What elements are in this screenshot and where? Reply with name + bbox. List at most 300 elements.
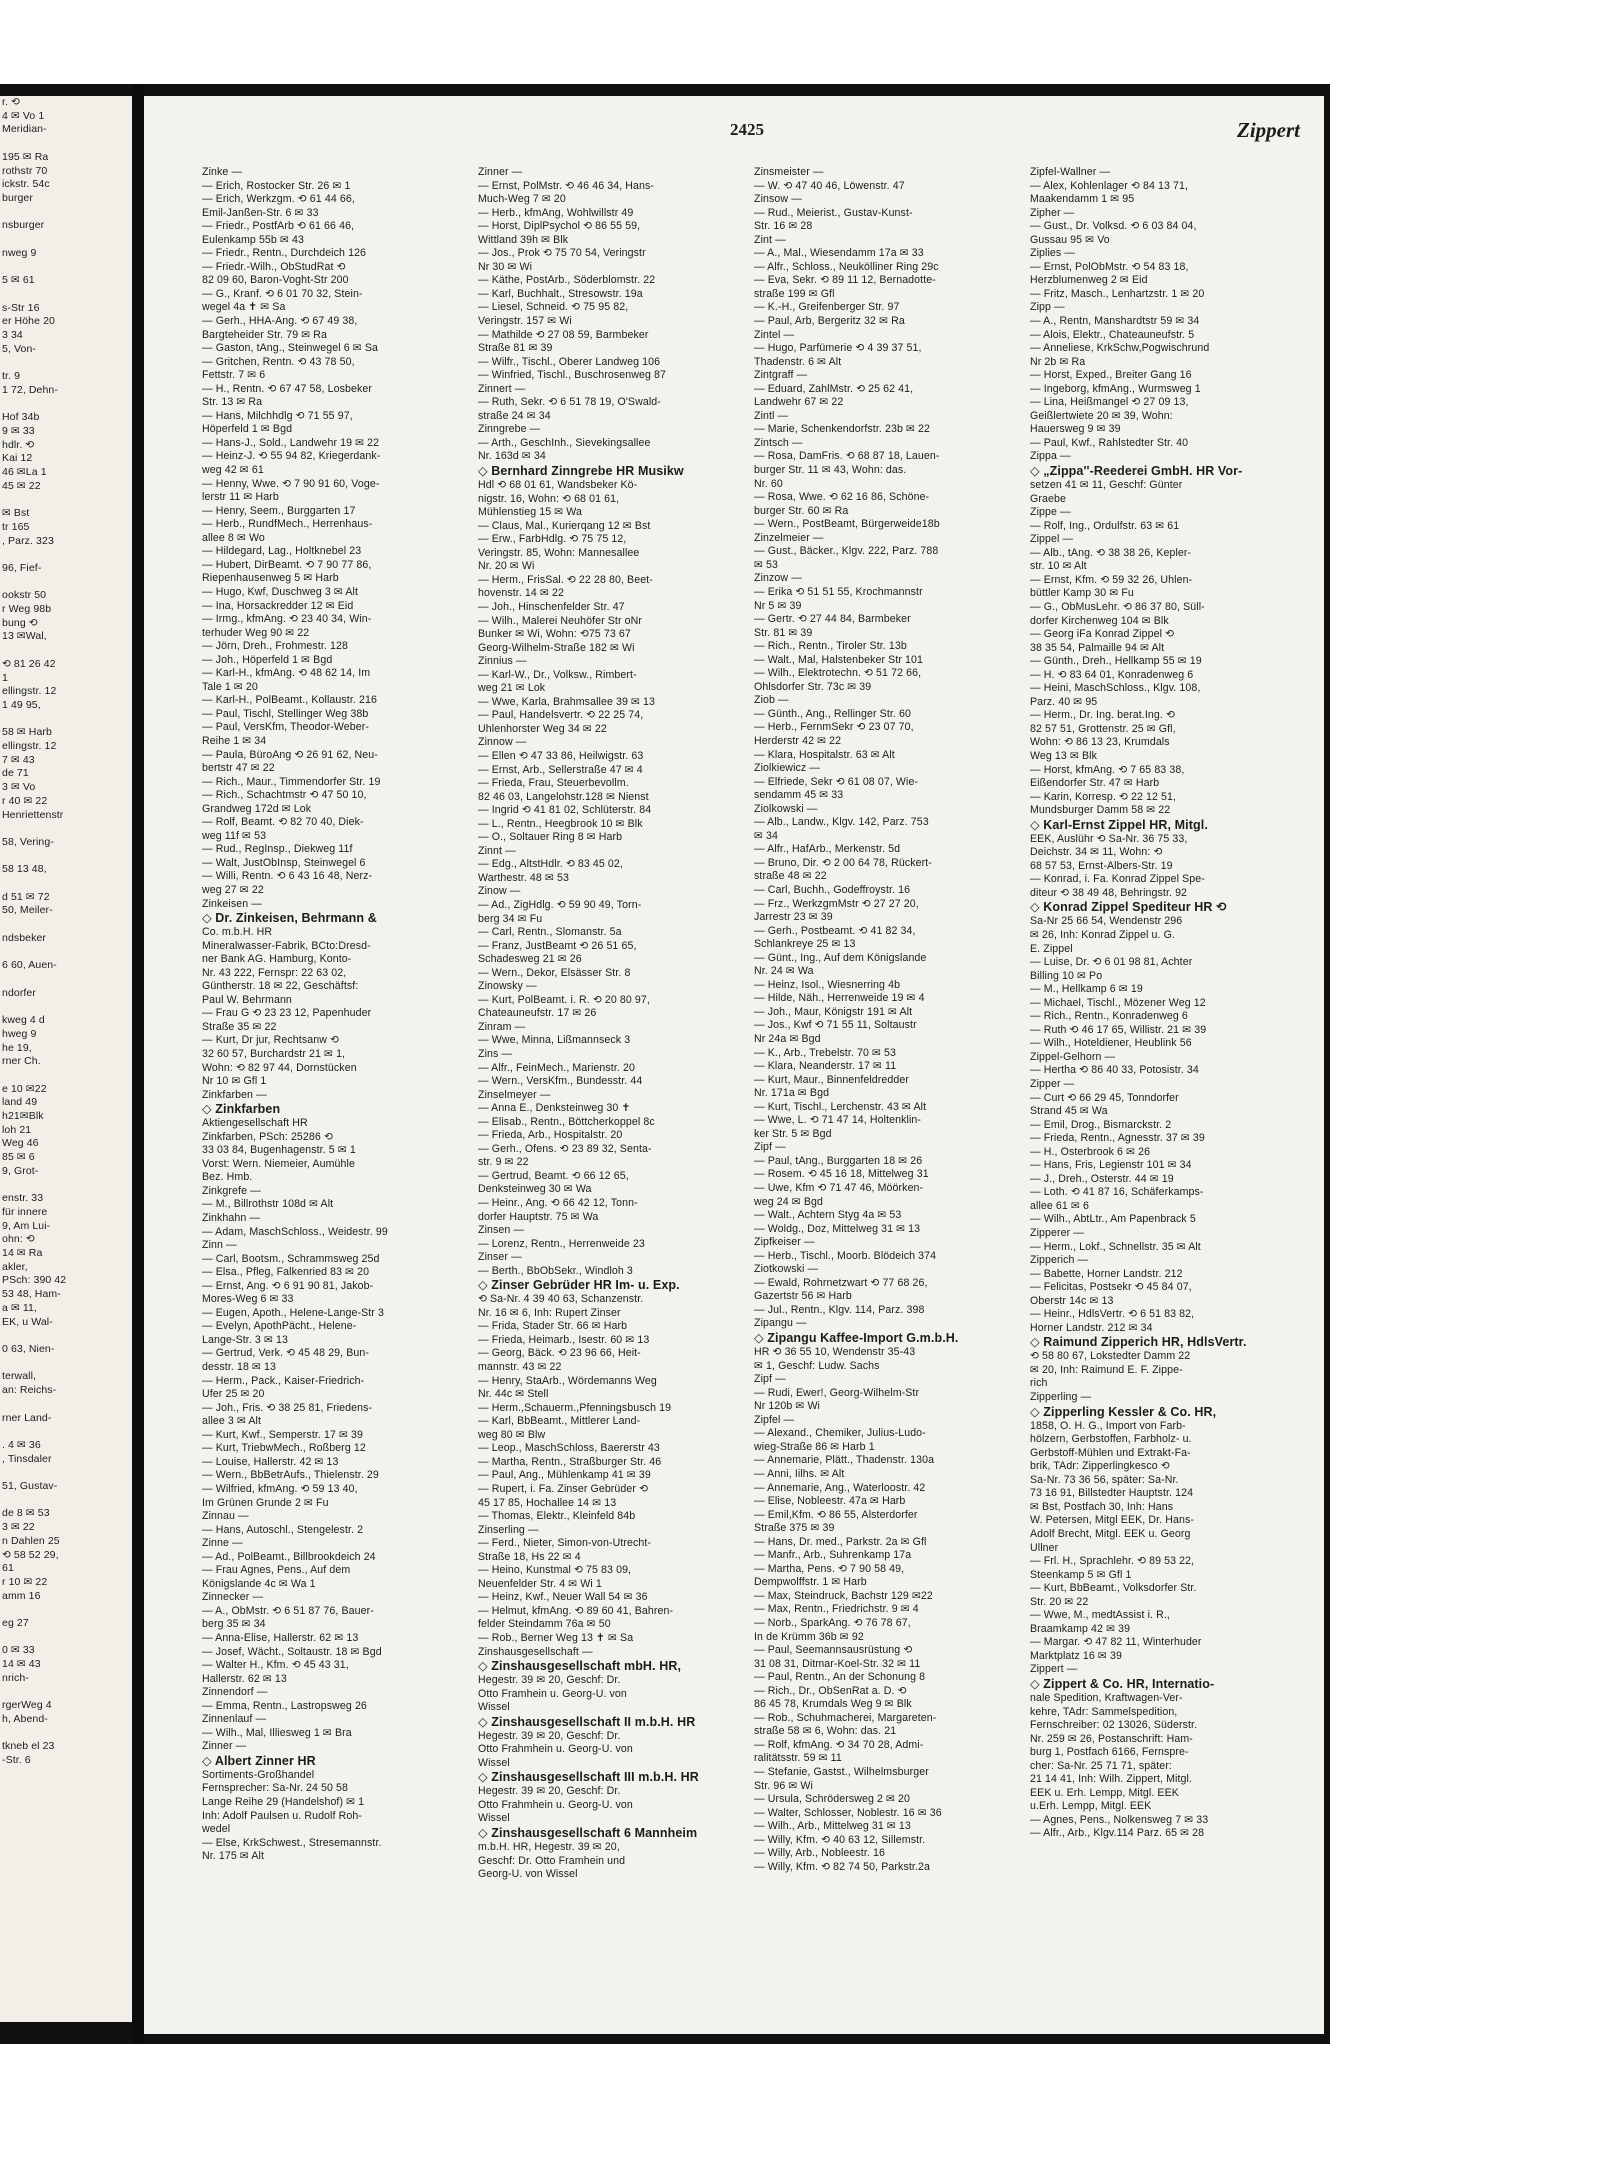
directory-line: — Wern., Dekor, Elsässer Str. 8	[478, 966, 631, 979]
directory-line: Zintel —	[754, 328, 795, 341]
directory-line: — Herb., RundfMech., Herrenhaus-	[202, 518, 373, 531]
directory-line: Braamkamp 42 ✉ 39	[1030, 1622, 1131, 1635]
fragment-line: 4 ✉ Vo 1	[2, 109, 45, 122]
directory-line: Wissel	[478, 1701, 510, 1714]
directory-line: — Jos., Kwf ⟲ 71 55 11, Soltaustr	[754, 1019, 917, 1032]
fragment-line: rner Land-	[2, 1411, 52, 1424]
directory-line: Ziotkowski —	[754, 1263, 819, 1276]
directory-line: Zipher —	[1030, 206, 1075, 219]
directory-line: Gerbstoff-Mühlen und Extrakt-Fa-	[1030, 1446, 1191, 1459]
directory-line: Jarrestr 23 ✉ 39	[754, 911, 833, 924]
directory-line: ⟲ Sa-Nr. 4 39 40 63, Schanzenstr.	[478, 1293, 644, 1306]
fragment-line: ⟲ 81 26 42	[2, 657, 56, 670]
directory-line: weg 42 ✉ 61	[202, 464, 264, 477]
directory-line: Thadenstr. 6 ✉ Alt	[754, 355, 842, 368]
directory-line: Parz. 40 ✉ 95	[1030, 695, 1098, 708]
directory-line: Zinke —	[202, 166, 243, 178]
directory-line: Zinkfarben —	[202, 1088, 267, 1101]
directory-line: — Rolf, Beamt. ⟲ 82 70 40, Diek-	[202, 816, 364, 829]
directory-line: ralitätsstr. 59 ✉ 11	[754, 1752, 842, 1765]
directory-line: mannstr. 43 ✉ 22	[478, 1361, 562, 1374]
directory-line: — Willi, Rentn. ⟲ 6 43 16 48, Nerz-	[202, 870, 373, 883]
directory-line: Nr. 16 ✉ 6, Inh: Rupert Zinser	[478, 1306, 621, 1319]
directory-line: Nr 2b ✉ Ra	[1030, 355, 1086, 368]
directory-line: — Hugo, Parfümerie ⟲ 4 39 37 51,	[754, 342, 922, 355]
directory-line: — Eugen, Apoth., Helene-Lange-Str 3	[202, 1306, 384, 1319]
directory-line: — Wern., BbBetrAufs., Thielenstr. 29	[202, 1469, 379, 1482]
directory-line: — Jul., Rentn., Klgv. 114, Parz. 398	[754, 1303, 925, 1316]
fragment-line: Hof 34b	[2, 411, 40, 424]
directory-line: — Ad., ZigHdlg. ⟲ 59 90 49, Torn-	[478, 898, 642, 911]
directory-line: Wittland 39h ✉ Blk	[478, 233, 569, 246]
directory-line: — Günth., Ang., Rellinger Str. 60	[754, 707, 911, 720]
directory-line: kehre, TAdr: Sammelspedition,	[1030, 1705, 1178, 1718]
directory-line: ✉ 53	[754, 558, 779, 571]
directory-line: Wissel	[478, 1756, 510, 1769]
directory-line: — Rud., RegInsp., Diekweg 11f	[202, 843, 353, 856]
directory-line: — Heinz, Kwf., Neuer Wall 54 ✉ 36	[478, 1591, 648, 1604]
directory-line: Zipperer —	[1030, 1227, 1084, 1240]
directory-line: 45 17 85, Hochallee 14 ✉ 13	[478, 1496, 617, 1509]
directory-line: — Horst, Exped., Breiter Gang 16	[1030, 369, 1192, 382]
fragment-line: 195 ✉ Ra	[2, 150, 49, 163]
directory-line: Ziob —	[754, 694, 789, 707]
directory-line: — Edg., AltstHdlr. ⟲ 83 45 02,	[478, 858, 623, 871]
directory-line: Straße 81 ✉ 39	[478, 342, 553, 355]
directory-line: Zinzelmeier —	[754, 531, 824, 544]
directory-line: — Alb., tAng. ⟲ 38 38 26, Kepler-	[1030, 546, 1192, 559]
directory-line: — Josef, Wächt., Soltaustr. 18 ✉ Bgd	[202, 1645, 382, 1658]
fragment-line	[0, 1179, 132, 1193]
directory-line: — Gritchen, Rentn. ⟲ 43 78 50,	[202, 355, 355, 368]
directory-line: Zipperich —	[1030, 1254, 1089, 1267]
directory-line: E. Zippel	[1030, 942, 1073, 955]
directory-line: Otto Framhein u. Georg-U. von	[478, 1687, 627, 1700]
fragment-line	[0, 260, 132, 274]
directory-line: — Kurt, TriebwMech., Roßberg 12	[202, 1442, 366, 1455]
directory-line: Zintl —	[754, 409, 789, 422]
directory-line: — Rud., Meierist., Gustav-Kunst-	[754, 206, 913, 219]
directory-line: — Paula, BüroAng ⟲ 26 91 62, Neu-	[202, 748, 378, 761]
directory-line: — Heinz, Isol., Wiesnerring 4b	[754, 978, 901, 991]
directory-line: Zinkeisen —	[202, 897, 262, 910]
directory-line: — Irmg., kfmAng. ⟲ 23 40 34, Win-	[202, 613, 372, 626]
directory-line: Zinnendorf —	[202, 1686, 268, 1699]
directory-line: ner Bank AG. Hamburg, Konto-	[202, 953, 352, 966]
directory-line: Ohlsdorfer Str. 73c ✉ 39	[754, 680, 872, 693]
directory-line: — Rosem. ⟲ 45 16 18, Mittelweg 31	[754, 1168, 929, 1181]
directory-line: — Franz, JustBeamt ⟲ 26 51 65,	[478, 939, 637, 952]
directory-line: — Rich., Schachtmstr ⟲ 47 50 10,	[202, 789, 367, 802]
directory-line: — Herm., Lokf., Schnellstr. 35 ✉ Alt	[1030, 1240, 1201, 1253]
directory-line: EEK, Auslühr ⟲ Sa-Nr. 36 75 33,	[1030, 832, 1188, 845]
directory-line: — Ferd., Nieter, Simon-von-Utrecht-	[478, 1537, 652, 1550]
directory-line: Ullner	[1030, 1541, 1059, 1554]
directory-line: ✉ 20, Inh: Raimund E. F. Zippe-	[1030, 1363, 1183, 1376]
directory-line: — M., Hellkamp 6 ✉ 19	[1030, 983, 1143, 996]
directory-line: Neuenfelder Str. 4 ✉ Wi 1	[478, 1577, 602, 1590]
directory-line: Zipfel-Wallner —	[1030, 166, 1111, 178]
directory-line: — Lorenz, Rentn., Herrenweide 23	[478, 1237, 645, 1250]
directory-line: Nr 120b ✉ Wi	[754, 1400, 821, 1413]
directory-line: — Elisab., Rentn., Böttcherkoppel 8c	[478, 1115, 655, 1128]
directory-line: — Frieda, Rentn., Agnesstr. 37 ✉ 39	[1030, 1132, 1205, 1145]
directory-line: — Berth., BbObSekr., Windloh 3	[478, 1264, 633, 1277]
directory-line: Zinsow —	[754, 193, 802, 206]
fragment-line: hdlr. ⟲	[2, 438, 35, 451]
directory-line: weg 21 ✉ Lok	[478, 682, 546, 695]
directory-line: Maakendamm 1 ✉ 95	[1030, 193, 1135, 206]
directory-line: — Karl-W., Dr., Volksw., Rimbert-	[478, 668, 637, 681]
directory-line: — Ursula, Schrödersweg 2 ✉ 20	[754, 1793, 911, 1806]
directory-line: Zipf —	[754, 1141, 786, 1154]
directory-line: Steenkamp 5 ✉ Gfl 1	[1030, 1568, 1132, 1581]
directory-line: Str. 96 ✉ Wi	[754, 1779, 813, 1792]
directory-line: — Carl, Buchh., Godeffroystr. 16	[754, 883, 911, 896]
fragment-line	[0, 493, 132, 507]
directory-line: Strand 45 ✉ Wa	[1030, 1105, 1108, 1118]
directory-line: Zipf —	[754, 1373, 786, 1386]
fragment-line	[0, 946, 132, 960]
directory-line: — Frz., WerkzgmMstr ⟲ 27 27 20,	[754, 897, 919, 910]
directory-line: — Kurt, Dr jur, Rechtsanw ⟲	[202, 1034, 339, 1047]
directory-line: — O., Soltauer Ring 8 ✉ Harb	[478, 831, 623, 844]
fragment-line: PSch: 390 42	[2, 1274, 67, 1287]
directory-line: ◇ Dr. Zinkeisen, Behrmann &	[202, 911, 377, 926]
directory-line: — Günth., Dreh., Hellkamp 55 ✉ 19	[1030, 655, 1202, 668]
directory-line: — Babette, Horner Landstr. 212	[1030, 1267, 1183, 1280]
directory-line: Zinner —	[202, 1740, 247, 1753]
directory-line: Königslande 4c ✉ Wa 1	[202, 1577, 316, 1590]
directory-line: — Norb., SparkAng. ⟲ 76 78 67,	[754, 1616, 911, 1629]
directory-line: — Rich., Dr., ObSenRat a. D. ⟲	[754, 1684, 907, 1697]
fragment-line: ookstr 50	[2, 589, 47, 602]
fragment-line	[0, 713, 132, 727]
directory-line: allee 3 ✉ Alt	[202, 1415, 262, 1428]
directory-line: Straße 375 ✉ 39	[754, 1522, 835, 1535]
directory-line: — Rich., Rentn., Tiroler Str. 13b	[754, 640, 907, 653]
directory-line: Str. 16 ✉ 28	[754, 220, 813, 233]
directory-line: — Manfr., Arb., Suhrenkamp 17a	[754, 1549, 912, 1562]
directory-line: Nr. 175 ✉ Alt	[202, 1850, 264, 1863]
directory-line: Aktiengesellschaft HR	[202, 1117, 308, 1130]
directory-line: Gazertstr 56 ✉ Harb	[754, 1290, 852, 1303]
directory-line: Zippel-Gelhorn —	[1030, 1050, 1116, 1063]
directory-line: Zinn —	[202, 1239, 237, 1252]
fragment-line: rgerWeg 4	[2, 1699, 52, 1712]
directory-line: — H., Rentn. ⟲ 67 47 58, Losbeker	[202, 382, 372, 395]
directory-line: — Frida, Stader Str. 66 ✉ Harb	[478, 1320, 628, 1333]
directory-line: — Walt, JustObInsp, Steinwegel 6	[202, 856, 366, 869]
directory-line: wegel 4a ✝ ✉ Sa	[202, 301, 286, 314]
fragment-line: land 49	[2, 1096, 38, 1109]
directory-line: Zinner —	[478, 166, 523, 178]
directory-line: Fernsprecher: Sa-Nr. 24 50 58	[202, 1782, 348, 1795]
directory-line: — Wilfr., Tischl., Oberer Landweg 106	[478, 355, 661, 368]
directory-line: dorfer Kirchenweg 104 ✉ Blk	[1030, 614, 1169, 627]
directory-line: — Elsa., Pfleg, Falkenried 83 ✉ 20	[202, 1266, 370, 1279]
directory-line: — Annemarie, Plätt., Thadenstr. 130a	[754, 1454, 935, 1467]
fragment-line: r Weg 98b	[2, 603, 52, 616]
directory-line: Lange Reihe 29 (Handelshof) ✉ 1	[202, 1795, 365, 1808]
directory-line: — Frl. H., Sprachlehr. ⟲ 89 53 22,	[1030, 1555, 1195, 1568]
directory-line: Otto Frahmhein u. Georg-U. von	[478, 1798, 633, 1811]
directory-line: burg 1, Postfach 6166, Fernspre-	[1030, 1746, 1189, 1759]
directory-line: — Herm., Dr. Ing. berat.Ing. ⟲	[1030, 709, 1175, 722]
fragment-line: h, Abend-	[2, 1712, 48, 1725]
directory-line: Zintsch —	[754, 436, 803, 449]
directory-line: 82 09 60, Baron-Voght-Str 200	[202, 274, 349, 287]
directory-line: Schadesweg 21 ✉ 26	[478, 953, 582, 966]
column-1	[202, 166, 478, 1864]
fragment-line: bung ⟲	[2, 616, 38, 629]
fragment-line: er Höhe 20	[2, 315, 55, 328]
directory-line: Eulenkamp 55b ✉ 43	[202, 233, 304, 246]
directory-line: straße 58 ✉ 6, Wohn: das. 21	[754, 1725, 897, 1738]
directory-line: — Michael, Tischl., Mözener Weg 12	[1030, 996, 1206, 1009]
directory-line: — Gertrud, Verk. ⟲ 45 48 29, Bun-	[202, 1347, 370, 1360]
directory-line: terhuder Weg 90 ✉ 22	[202, 626, 310, 639]
fragment-line	[0, 1631, 132, 1645]
directory-line: — Hertha ⟲ 86 40 33, Potosistr. 34	[1030, 1064, 1199, 1077]
directory-line: weg 11f ✉ 53	[202, 829, 267, 842]
fragment-line	[0, 288, 132, 302]
directory-line: — Else, KrkSchwest., Stresemannstr.	[202, 1836, 382, 1849]
directory-line: burger Str. 60 ✉ Ra	[754, 504, 849, 517]
directory-line: Nr 10 ✉ Gfl 1	[202, 1075, 267, 1088]
fragment-line: 9 ✉ 33	[2, 424, 35, 437]
directory-line: ◇ Albert Zinner HR	[202, 1753, 316, 1768]
directory-line: Ziolkiewicz —	[754, 762, 821, 775]
column-4	[1030, 166, 1306, 1841]
directory-line: Zippel —	[1030, 533, 1074, 546]
directory-line: — Alfr., HafArb., Merkenstr. 5d	[754, 843, 901, 856]
directory-line: dorfer Hauptstr. 75 ✉ Wa	[478, 1210, 599, 1223]
directory-line: — Paul, Tischl, Stellinger Weg 38b	[202, 707, 369, 720]
fragment-line: 0 63, Nien-	[2, 1342, 55, 1355]
fragment-line: 3 ✉ Vo	[2, 781, 36, 794]
directory-line: — Henry, StaArb., Wördemanns Weg	[478, 1374, 657, 1387]
directory-line: — Martha, Pens. ⟲ 7 90 58 49,	[754, 1562, 905, 1575]
directory-line: Nr 5 ✉ 39	[754, 599, 802, 612]
directory-line: berg 35 ✉ 34	[202, 1618, 266, 1631]
directory-line: — Carl, Bootsm., Schrammsweg 25d	[202, 1252, 380, 1265]
directory-line: 82 57 51, Grottenstr. 25 ✉ Gfl,	[1030, 722, 1176, 735]
directory-line: Zinowsky —	[478, 980, 537, 993]
directory-line: Zinnert —	[478, 382, 526, 395]
fragment-line	[0, 356, 132, 370]
directory-line: ◇ Zinser Gebrüder HR Im- u. Exp.	[478, 1278, 680, 1293]
directory-line: Ufer 25 ✉ 20	[202, 1388, 265, 1401]
directory-line: — Kurt, Maur., Binnenfeldredder	[754, 1073, 910, 1086]
fragment-line	[0, 850, 132, 864]
directory-line: lerstr 11 ✉ Harb	[202, 491, 279, 504]
fragment-line	[0, 918, 132, 932]
fragment-line: 53 48, Ham-	[2, 1288, 61, 1301]
fragment-line: , Tinsdaler	[2, 1452, 52, 1465]
directory-line: — Joh., Fris. ⟲ 38 25 81, Friedens-	[202, 1401, 373, 1414]
directory-line: — Hans, Dr. med., Parkstr. 2a ✉ Gfl	[754, 1535, 927, 1548]
fragment-line: eg 27	[2, 1617, 29, 1630]
directory-line: — Alois, Elektr., Chateauneufstr. 5	[1030, 328, 1195, 341]
directory-line: diteur ⟲ 38 49 48, Behringstr. 92	[1030, 886, 1188, 899]
directory-line: Zinzow —	[754, 572, 802, 585]
directory-line: Zinnenlauf —	[202, 1713, 267, 1726]
directory-line: — Rupert, i. Fa. Zinser Gebrüder ⟲	[478, 1482, 649, 1495]
fragment-line: r. ⟲	[2, 96, 20, 108]
fragment-line: 1	[2, 671, 8, 684]
directory-line: Hegestr. 39 ✉ 20, Geschf: Dr.	[478, 1674, 621, 1687]
directory-line: — Thomas, Elektr., Kleinfeld 84b	[478, 1510, 636, 1523]
directory-line: — Horst, kfmAng. ⟲ 7 65 83 38,	[1030, 763, 1185, 776]
directory-line: — Wilh., Hoteldiener, Heublink 56	[1030, 1037, 1192, 1050]
directory-line: — Kurt, Kwf., Semperstr. 17 ✉ 39	[202, 1428, 364, 1441]
fragment-line: , Parz. 323	[2, 534, 54, 547]
directory-line: — Friedr., Rentn., Durchdeich 126	[202, 247, 367, 260]
directory-line: — Günt., Ing., Auf dem Königslande	[754, 951, 927, 964]
directory-line: Zinnius —	[478, 655, 527, 668]
directory-line: — Wilh., Elektrotechn. ⟲ 51 72 66,	[754, 667, 922, 680]
directory-line: — Ernst, PolMstr. ⟲ 46 46 34, Hans-	[478, 179, 655, 192]
directory-line: — Gust., Dr. Volksd. ⟲ 6 03 84 04,	[1030, 220, 1197, 233]
fragment-line: 51, Gustav-	[2, 1480, 58, 1493]
fragment-line	[0, 233, 132, 247]
directory-line: Zipfkeiser —	[754, 1236, 815, 1249]
directory-line: Co. m.b.H. HR	[202, 926, 273, 939]
fragment-line: ✉ Bst	[2, 507, 30, 520]
fragment-line	[0, 137, 132, 151]
directory-line: Zintgraff —	[754, 369, 808, 382]
directory-line: Zinser —	[478, 1251, 522, 1264]
directory-line: — Stefanie, Gastst., Wilhelmsburger	[754, 1765, 929, 1778]
directory-line: Zinow —	[478, 885, 521, 898]
directory-line: — Karl, BbBeamt., Mittlerer Land-	[478, 1415, 641, 1428]
fragment-line: Henriettenstr	[2, 808, 64, 821]
directory-line: Mühlenstieg 15 ✉ Wa	[478, 506, 583, 519]
directory-line: Zippa —	[1030, 450, 1071, 463]
directory-line: ◇ Raimund Zipperich HR, HdlsVertr.	[1030, 1335, 1247, 1350]
directory-line: Graebe	[1030, 492, 1066, 505]
directory-line: ◇ Zippert & Co. HR, Internatio-	[1030, 1676, 1215, 1691]
directory-line: — Karl, Buchhalt., Stresowstr. 19a	[478, 287, 643, 300]
directory-line: — Ernst, Ang. ⟲ 6 91 90 81, Jakob-	[202, 1279, 374, 1292]
directory-line: — Joh., Maur, Königstr 191 ✉ Alt	[754, 1005, 913, 1018]
directory-line: Zipfel —	[754, 1413, 795, 1426]
directory-line: Fernschreiber: 02 13026, Süderstr.	[1030, 1719, 1198, 1732]
directory-line: — W. ⟲ 47 40 46, Löwenstr. 47	[754, 179, 905, 192]
directory-line: — Herb., kfmAng, Wohlwillstr 49	[478, 206, 634, 219]
directory-line: — Alexand., Chemiker, Julius-Ludo-	[754, 1427, 926, 1440]
fragment-line: ellingstr. 12	[2, 685, 57, 698]
directory-line: — Felicitas, Postsekr ⟲ 45 84 07,	[1030, 1281, 1192, 1294]
directory-line: Nr. 44c ✉ Stell	[478, 1388, 549, 1401]
fragment-line	[0, 1000, 132, 1014]
directory-line: bertstr 47 ✉ 22	[202, 762, 275, 775]
directory-line: 31 08 31, Ditmar-Koel-Str. 32 ✉ 11	[754, 1657, 921, 1670]
directory-line: Fettstr. 7 ✉ 6	[202, 369, 266, 382]
fragment-line: 45 ✉ 22	[2, 479, 41, 492]
fragment-line: akler,	[2, 1260, 28, 1273]
directory-line: — Frieda, Frau, Steuerbevollm.	[478, 777, 629, 790]
directory-line: Much-Weg 7 ✉ 20	[478, 193, 566, 206]
directory-line: — Helmut, kfmAng. ⟲ 89 60 41, Bahren-	[478, 1604, 674, 1617]
directory-line: wieg-Straße 86 ✉ Harb 1	[754, 1440, 875, 1453]
directory-line: Zipper —	[1030, 1078, 1075, 1090]
directory-line: — Heinz-J. ⟲ 55 94 82, Kriegerdank-	[202, 450, 381, 463]
directory-line: — Paul, Kwf., Rahlstedter Str. 40	[1030, 436, 1189, 449]
directory-line: — A., Mal., Wiesendamm 17a ✉ 33	[754, 247, 924, 260]
page-number: 2425	[730, 120, 764, 139]
directory-line: — Anna E., Denksteinweg 30 ✝	[478, 1102, 631, 1115]
fragment-line: 58 ✉ Harb	[2, 726, 52, 739]
directory-line: ✉ Bst, Postfach 30, Inh: Hans	[1030, 1500, 1174, 1513]
directory-line: — Kurt, Tischl., Lerchenstr. 43 ✉ Alt	[754, 1100, 927, 1113]
directory-line: Wohn: ⟲ 82 97 44, Dornstücken	[202, 1061, 357, 1074]
directory-line: — Wwe, M., medtAssist i. R.,	[1030, 1609, 1170, 1622]
directory-line: Wissel	[478, 1812, 510, 1825]
directory-line: ⟲ 58 80 67, Lokstedter Damm 22	[1030, 1350, 1191, 1363]
directory-line: — Wern., VersKfm., Bundesstr. 44	[478, 1075, 643, 1088]
directory-line: Paul W. Behrmann	[202, 993, 292, 1006]
directory-line: büttler Kamp 30 ✉ Fu	[1030, 587, 1134, 600]
directory-line: — Louise, Hallerstr. 42 ✉ 13	[202, 1455, 339, 1468]
directory-line: — Herm.,Schauerm.,Pfenningsbusch 19	[478, 1401, 672, 1414]
directory-line: Landwehr 67 ✉ 22	[754, 396, 844, 409]
fragment-line	[0, 1425, 132, 1439]
directory-line: — Ruth, Sekr. ⟲ 6 51 78 19, O'Swald-	[478, 396, 661, 409]
directory-line: — Kurt, BbBeamt., Volksdorfer Str.	[1030, 1582, 1197, 1595]
fragment-line: hweg 9	[2, 1027, 37, 1040]
directory-line: — Agnes, Pens., Nolkensweg 7 ✉ 33	[1030, 1813, 1209, 1826]
directory-line: — Wilh., AbtLtr., Am Papenbrack 5	[1030, 1213, 1196, 1226]
directory-line: — Ad., PolBeamt., Billbrookdeich 24	[202, 1550, 376, 1563]
directory-line: ◇ Zinkfarben	[202, 1102, 281, 1117]
directory-line: — Konrad, i. Fa. Konrad Zippel Spe-	[1030, 873, 1205, 886]
directory-line: — Eduard, ZahlMstr. ⟲ 25 62 41,	[754, 382, 914, 395]
directory-line: — Rosa, Wwe. ⟲ 62 16 86, Schöne-	[754, 491, 930, 504]
fragment-line	[0, 1466, 132, 1480]
directory-line: ◇ Zinshausgesellschaft III m.b.H. HR	[478, 1770, 699, 1785]
page-gutter	[132, 84, 144, 2044]
fragment-line: 1 49 95,	[2, 698, 41, 711]
directory-line: — Luise, Dr. ⟲ 6 01 98 81, Achter	[1030, 956, 1193, 969]
directory-line: — K., Arb., Trebelstr. 70 ✉ 53	[754, 1046, 897, 1059]
directory-line: — Wilfried, kfmAng. ⟲ 59 13 40,	[202, 1482, 358, 1495]
fragment-line: a ✉ 11,	[2, 1301, 37, 1314]
fragment-line	[0, 1727, 132, 1741]
directory-line: Straße 18, Hs 22 ✉ 4	[478, 1550, 581, 1563]
directory-line: — Willy, Kfm. ⟲ 82 74 50, Parkstr.2a	[754, 1860, 930, 1873]
directory-line: — Frieda, Arb., Hospitalstr. 20	[478, 1129, 623, 1142]
directory-line: ker Str. 5 ✉ Bgd	[754, 1127, 832, 1140]
directory-line: ◇ Konrad Zippel Spediteur HR ⟲	[1030, 900, 1227, 915]
directory-line: Lange-Str. 3 ✉ 13	[202, 1333, 288, 1346]
fragment-line	[0, 973, 132, 987]
directory-line: Deichstr. 34 ✉ 11, Wohn: ⟲	[1030, 846, 1163, 859]
directory-line: — Paul, Arb, Bergeritz 32 ✉ Ra	[754, 315, 905, 328]
directory-line: — Lina, Heißmangel ⟲ 27 09 13,	[1030, 396, 1189, 409]
directory-line: — Alb., Landw., Klgv. 142, Parz. 753	[754, 816, 929, 829]
directory-line: Nr. 43 222, Fernspr: 22 63 02,	[202, 966, 347, 979]
directory-line: Zinkhahn —	[202, 1212, 261, 1225]
fragment-line: terwall,	[2, 1370, 37, 1383]
directory-line: Denksteinweg 30 ✉ Wa	[478, 1183, 592, 1196]
directory-line: — Herm., Pack., Kaiser-Friedrich-	[202, 1374, 365, 1387]
directory-line: Veringstr. 157 ✉ Wi	[478, 315, 572, 328]
fragment-line	[0, 1603, 132, 1617]
fragment-line: nsburger	[2, 219, 45, 232]
fragment-line: 5, Von-	[2, 342, 36, 355]
